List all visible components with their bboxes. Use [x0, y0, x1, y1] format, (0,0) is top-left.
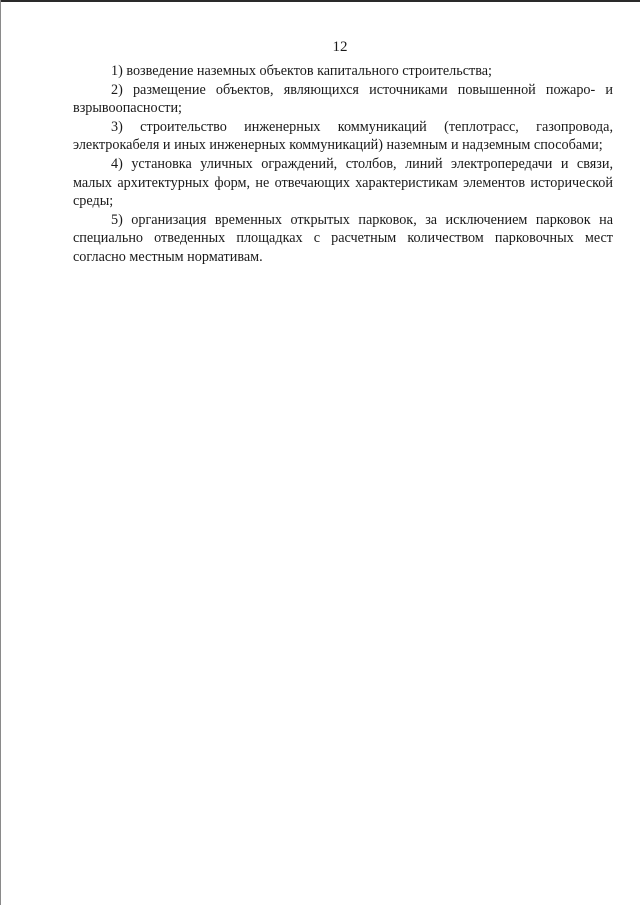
list-item-5: 5) организация временных открытых парковок, за исключением парковок на специально отведенных площадках с расчетным количеством парковочных мест согласно местным нормативам.: [73, 211, 613, 265]
page-number: 12: [332, 39, 348, 55]
list-item-2: 2) размещение объектов, являющихся источниками повышенной пожаро- и взрывоопасности;: [73, 81, 613, 117]
list-item-4: 4) установка уличных ограждений, столбов, линий электропередачи и связи, малых архитектурных форм, не отвечающих характеристикам элементов исторической среды;: [73, 155, 613, 210]
body-text: [73, 62, 613, 267]
list-item-1: 1) возведение наземных объектов капитального строительства;: [111, 63, 492, 79]
list-item-3: 3) строительство инженерных коммуникаций (теплотрасс, газопровода, электрокабеля и иных инженерных коммуникаций) наземным и надземным способами;: [73, 118, 613, 154]
